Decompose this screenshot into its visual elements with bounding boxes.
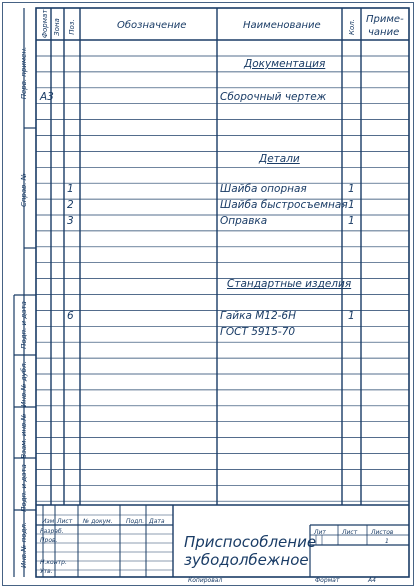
section-standard: Стандартные изделия <box>227 278 352 290</box>
footer-format-value: А4 <box>368 577 376 584</box>
section-details: Детали <box>259 153 300 165</box>
detail-2-pos: 2 <box>67 199 74 211</box>
tb-prov: Пров. <box>40 537 58 544</box>
tb-listov-value: 1 <box>385 538 389 545</box>
header-note-1: Приме- <box>366 14 404 25</box>
tb-title-line1: Приспособление <box>184 533 317 551</box>
header-note-2: чание <box>368 27 400 38</box>
detail-2-qty: 1 <box>348 199 355 211</box>
tb-utv: Утв. <box>40 568 53 575</box>
tb-n-kontr: Н.контр. <box>40 559 67 566</box>
header-zone: Зона <box>53 18 61 36</box>
detail-1-qty: 1 <box>348 183 355 195</box>
asm-name: Сборочный чертеж <box>220 91 327 103</box>
margin-inv-dubl: Инв.№ дубл. <box>20 361 28 407</box>
detail-1-name: Шайба опорная <box>220 183 307 195</box>
detail-2-name: Шайба быстросъемная <box>220 199 348 211</box>
tb-data: Дата <box>149 518 165 525</box>
tb-razrab: Разраб. <box>40 528 64 535</box>
header-name: Наименование <box>243 20 321 31</box>
tb-lit: Лит <box>314 529 326 536</box>
std-1-pos: 6 <box>67 310 74 322</box>
margin-inv-podl: Инв.№ подл. <box>20 521 28 569</box>
tb-list-h: Лист <box>342 529 358 536</box>
header-designation: Обозначение <box>117 20 187 31</box>
std-1-qty: 1 <box>348 310 355 322</box>
std-1-name-line2: ГОСТ 5915-70 <box>220 326 296 338</box>
tb-n-dokum: № докум. <box>83 518 113 525</box>
std-1-name-line1: Гайка М12-6Н <box>220 310 297 322</box>
detail-3-pos: 3 <box>67 215 74 227</box>
detail-1-pos: 1 <box>67 183 74 195</box>
detail-3-name: Оправка <box>220 215 268 227</box>
detail-3-qty: 1 <box>348 215 355 227</box>
tb-list: Лист <box>57 518 73 525</box>
margin-podp-data-1: Подп. и дата <box>20 301 28 349</box>
tb-title-line2: зубодолбежное <box>184 551 309 569</box>
footer-format: Формат <box>315 577 340 584</box>
header-format: Формат <box>41 9 49 38</box>
footer-copied: Копировал <box>188 577 223 584</box>
tb-listov: Листов <box>371 529 394 536</box>
section-documentation: Документация <box>244 58 326 70</box>
margin-vzam-inv: Взам. инв.№ <box>20 413 28 459</box>
tb-podp: Подп. <box>126 518 145 525</box>
margin-podp-data-2: Подп. и дата <box>20 464 28 512</box>
tb-izm: Изм. <box>42 518 57 525</box>
margin-sprav: Справ. № <box>20 172 28 208</box>
margin-perv-primen: Перв. примен. <box>20 46 28 100</box>
header-qty: Кол. <box>348 19 356 35</box>
asm-format: А3 <box>40 91 54 103</box>
header-pos: Поз. <box>68 19 76 35</box>
